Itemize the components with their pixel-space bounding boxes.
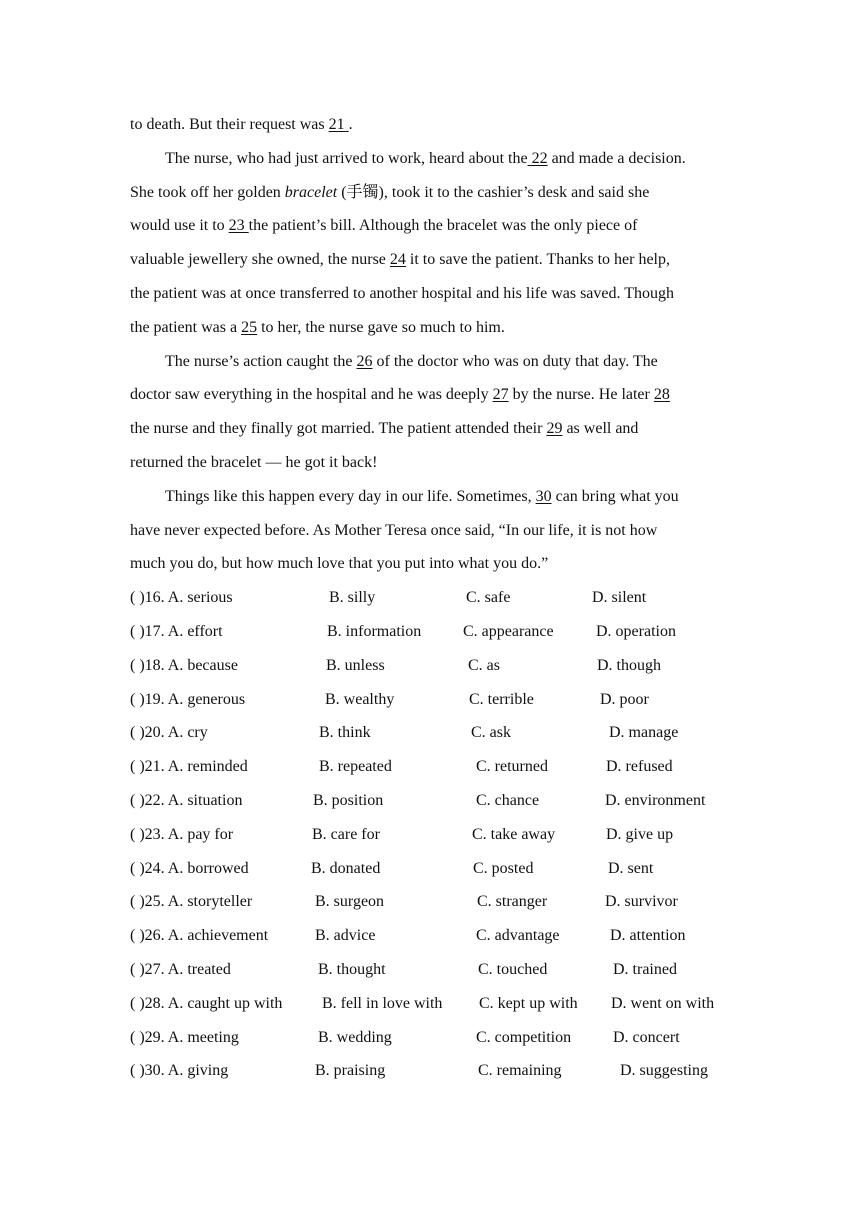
question-option-a: ( )16. A. serious [130, 589, 233, 607]
passage-text: valuable jewellery she owned, the nurse [130, 251, 390, 269]
question-option-c: C. stranger [477, 893, 548, 911]
question-option-b: B. surgeon [315, 893, 385, 911]
passage-text: She took off her golden [130, 183, 285, 201]
passage-text: the nurse and they finally got married. The patient attended their [130, 420, 547, 438]
question-option-c: C. competition [476, 1028, 572, 1046]
question-row [130, 784, 740, 818]
question-option-d: D. refused [606, 758, 673, 776]
passage-line [130, 209, 740, 243]
question-option-c: C. returned [476, 758, 548, 776]
question-option-d: D. trained [613, 960, 677, 978]
question-option-d: D. survivor [605, 893, 678, 911]
question-list [130, 581, 740, 1088]
passage-text: (手镯), took it to the cashier’s desk and said she [337, 183, 650, 201]
question-row [130, 683, 740, 717]
question-option-a: ( )28. A. caught up with [130, 994, 283, 1012]
blank-number: 30 [535, 487, 552, 505]
question-option-b: B. position [313, 791, 384, 809]
question-option-c: C. advantage [476, 927, 560, 945]
question-option-b: B. unless [326, 656, 385, 674]
question-option-d: D. environment [605, 791, 706, 809]
question-option-d: D. poor [600, 690, 649, 708]
question-option-a: ( )18. A. because [130, 656, 238, 674]
cloze-passage [130, 108, 740, 581]
question-row [130, 649, 740, 683]
passage-text: of the doctor who was on duty that day. The [372, 352, 658, 370]
blank-number: 24 [389, 251, 406, 269]
question-option-c: C. touched [478, 960, 548, 978]
passage-line [130, 108, 740, 142]
passage-line [130, 142, 740, 176]
question-option-a: ( )24. A. borrowed [130, 859, 249, 877]
question-option-c: C. remaining [478, 1062, 562, 1080]
question-option-b: B. repeated [319, 758, 392, 776]
question-option-c: C. terrible [469, 690, 534, 708]
passage-text: The nurse, who had just arrived to work, heard about the [165, 149, 528, 167]
question-option-b: B. wealthy [325, 690, 395, 708]
passage-line [130, 277, 740, 311]
passage-line [130, 311, 740, 345]
passage-line [130, 345, 740, 379]
question-option-b: B. thought [318, 960, 386, 978]
question-option-d: D. sent [608, 859, 654, 877]
question-row [130, 852, 740, 886]
question-option-c: C. safe [466, 589, 511, 607]
question-option-d: D. went on with [611, 994, 715, 1012]
question-option-d: D. though [597, 656, 661, 674]
blank-number: 21 [328, 116, 349, 133]
question-option-a: ( )21. A. reminded [130, 758, 248, 776]
question-option-a: ( )27. A. treated [130, 960, 231, 978]
passage-line [130, 514, 740, 548]
passage-text: as well and [562, 420, 639, 438]
passage-text: can bring what you [551, 487, 679, 505]
passage-line [130, 243, 740, 277]
question-option-d: D. suggesting [620, 1062, 708, 1080]
question-option-c: C. appearance [463, 622, 554, 640]
passage-line [130, 176, 740, 210]
passage-text: to her, the nurse gave so much to him. [257, 318, 505, 336]
blank-number: 25 [241, 318, 258, 336]
passage-text: would use it to [130, 217, 229, 235]
question-option-d: D. give up [606, 825, 674, 843]
question-option-c: C. chance [476, 791, 540, 809]
passage-line [130, 378, 740, 412]
question-option-d: D. concert [613, 1028, 680, 1046]
blank-number: 29 [546, 420, 563, 438]
question-option-c: C. ask [471, 724, 511, 742]
question-option-c: C. posted [473, 859, 534, 877]
question-option-a: ( )23. A. pay for [130, 825, 234, 843]
passage-text: doctor saw everything in the hospital and he was deeply [130, 386, 493, 404]
question-row [130, 987, 740, 1021]
question-option-b: B. praising [315, 1062, 386, 1080]
question-option-c: C. as [468, 656, 500, 674]
passage-text: by the nurse. He later [508, 386, 654, 404]
question-option-c: C. take away [472, 825, 556, 843]
passage-text: it to save the patient. Thanks to her help, [405, 251, 670, 269]
passage-text: Things like this happen every day in our life. Sometimes, [165, 487, 536, 505]
question-option-b: B. think [319, 724, 371, 742]
passage-text: The nurse’s action caught the [165, 352, 357, 370]
question-option-c: C. kept up with [479, 994, 578, 1012]
passage-line [130, 446, 740, 480]
question-row [130, 953, 740, 987]
passage-text: the patient’s bill. Although the bracelet was the only piece of [248, 217, 638, 235]
question-row [130, 581, 740, 615]
question-option-b: B. wedding [318, 1028, 392, 1046]
question-option-b: B. care for [312, 825, 380, 843]
question-option-a: ( )30. A. giving [130, 1062, 229, 1080]
question-row [130, 919, 740, 953]
passage-line [130, 547, 740, 581]
question-option-a: ( )26. A. achievement [130, 927, 269, 945]
question-row [130, 1021, 740, 1055]
question-option-b: B. advice [315, 927, 376, 945]
passage-text: . [348, 116, 353, 133]
question-row [130, 1054, 740, 1088]
passage-text: much you do, but how much love that you put into what you do.” [130, 555, 549, 573]
question-option-a: ( )19. A. generous [130, 690, 246, 708]
blank-number: 22 [527, 149, 548, 167]
document-page [130, 108, 740, 1088]
question-option-d: D. manage [609, 724, 679, 742]
question-option-a: ( )29. A. meeting [130, 1028, 239, 1046]
question-row [130, 615, 740, 649]
passage-text: the patient was at once transferred to another hospital and his life was saved. Though [130, 284, 674, 302]
question-option-b: B. information [327, 622, 422, 640]
question-row [130, 818, 740, 852]
question-option-a: ( )17. A. effort [130, 622, 223, 640]
passage-line [130, 412, 740, 446]
question-option-d: D. operation [596, 622, 676, 640]
passage-text: to death. But their request was [130, 116, 329, 133]
question-option-a: ( )22. A. situation [130, 791, 243, 809]
question-option-b: B. fell in love with [322, 994, 443, 1012]
blank-number: 26 [356, 352, 373, 370]
question-option-a: ( )25. A. storyteller [130, 893, 253, 911]
blank-number: 23 [228, 217, 249, 235]
question-row [130, 885, 740, 919]
passage-text: and made a decision. [547, 149, 686, 167]
question-option-b: B. donated [311, 859, 381, 877]
passage-line [130, 480, 740, 514]
question-option-d: D. silent [592, 589, 647, 607]
blank-number: 27 [492, 386, 509, 404]
question-option-d: D. attention [610, 927, 686, 945]
question-option-a: ( )20. A. cry [130, 724, 208, 742]
blank-number: 28 [653, 386, 670, 404]
question-row [130, 716, 740, 750]
passage-text: have never expected before. As Mother Teresa once said, “In our life, it is not how [130, 521, 658, 539]
question-row [130, 750, 740, 784]
passage-text: returned the bracelet — he got it back! [130, 453, 378, 471]
question-option-b: B. silly [329, 589, 376, 607]
passage-text: the patient was a [130, 318, 242, 336]
italic-word: bracelet [284, 183, 338, 201]
